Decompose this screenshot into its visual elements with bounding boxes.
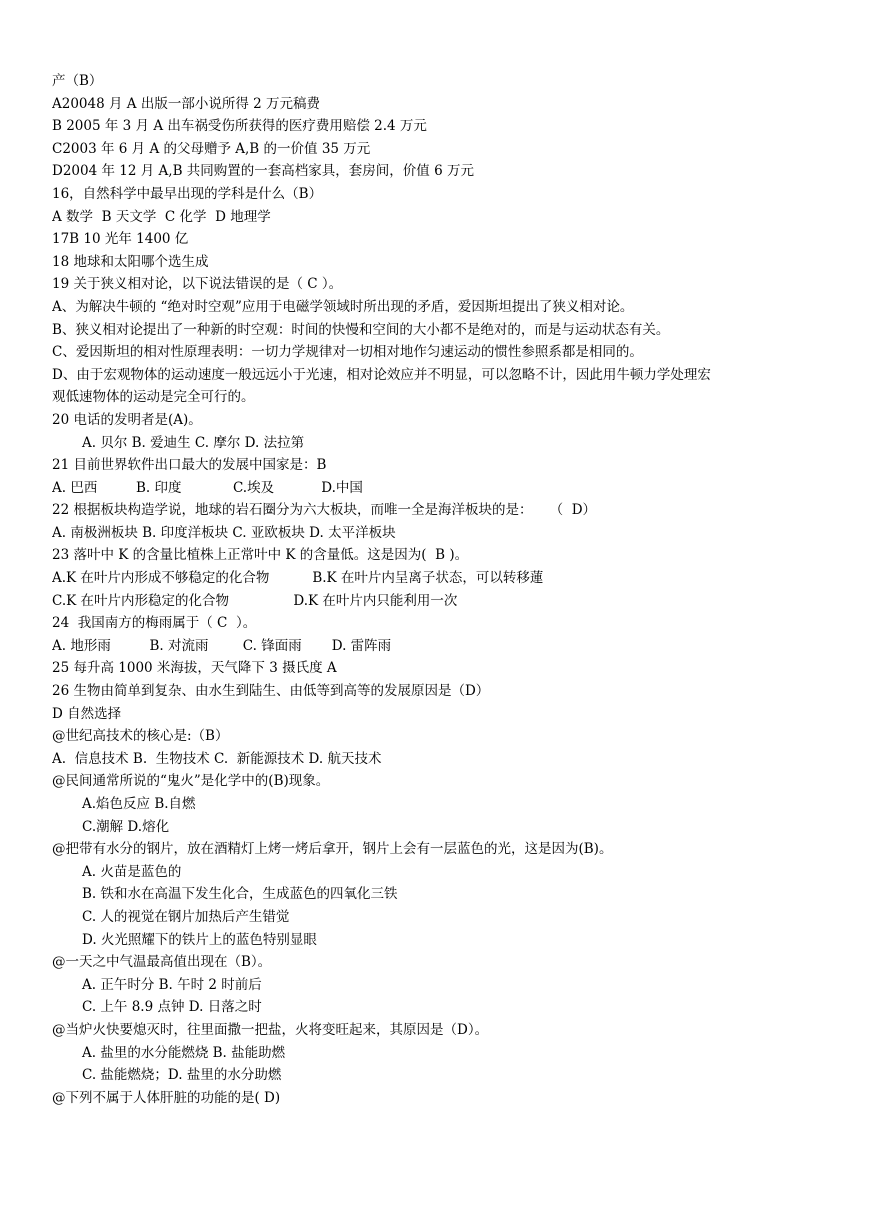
text-line: A. 贝尔 B. 爱迪生 C. 摩尔 D. 法拉第 <box>82 434 305 451</box>
text-line: D 自然选择 <box>52 705 122 722</box>
text-line: A 数学 B 天文学 C 化学 D 地理学 <box>52 208 271 225</box>
text-line: C.K 在叶片内形稳定的化合物 D.K 在叶片内只能利用一次 <box>52 592 458 609</box>
text-line: 26 生物由简单到复杂、由水生到陆生、由低等到高等的发展原因是（D） <box>52 683 490 700</box>
text-line: 20 电话的发明者是(A)。 <box>52 411 202 428</box>
text-line: C. 人的视觉在钢片加热后产生错觉 <box>82 908 290 925</box>
document-body <box>52 70 852 1109</box>
text-line: A. 地形雨 B. 对流雨 C. 锋面雨 D. 雷阵雨 <box>52 637 392 654</box>
text-line: 17B 10 光年 1400 亿 <box>52 231 189 248</box>
text-line: A.K 在叶片内形成不够稳定的化合物 B.K 在叶片内呈离子状态，可以转移蓮 <box>52 570 544 587</box>
text-line: C2003 年 6 月 A 的父母赠予 A,B 的一价值 35 万元 <box>52 140 371 157</box>
text-line: B、狭义相对论提出了一种新的时空观：时间的快慢和空间的大小都不是绝对的，而是与运动状态有关。 <box>52 321 670 338</box>
text-line: C. 上午 8.9 点钟 D. 日落之时 <box>82 999 262 1016</box>
text-line: @把带有水分的钢片，放在酒精灯上烤一烤后拿开，钢片上会有一层蓝色的光，这是因为(B)。 <box>52 841 613 858</box>
text-line: 产（B） <box>52 73 103 89</box>
text-line: 19 关于狭义相对论，以下说法错误的是（ C ）。 <box>52 276 343 293</box>
text-line: 24 我国南方的梅雨属于（ C ）。 <box>52 615 257 632</box>
text-line: A. 巴西 B. 印度 C.埃及 D.中国 <box>52 479 363 496</box>
text-line: D2004 年 12 月 A,B 共同购置的一套高档家具，套房间，价值 6 万元 <box>52 163 474 180</box>
text-line: B. 铁和水在高温下发生化合，生成蓝色的四氧化三铁 <box>82 886 398 903</box>
text-line: 22 根据板块构造学说，地球的岩石圈分为六大板块，而唯一全是海洋板块的是： （ D） <box>52 502 597 519</box>
text-line: @民间通常所说的“鬼火”是化学中的(B)现象。 <box>52 773 330 790</box>
text-line: A. 信息技术 B. 生物技术 C. 新能源技术 D. 航天技术 <box>52 750 382 767</box>
text-line: A20048 月 A 出版一部小说所得 2 万元稿费 <box>52 95 320 112</box>
text-line: B 2005 年 3 月 A 出车祸受伤所获得的医疗费用赔偿 2.4 万元 <box>52 118 427 135</box>
text-line: 16，自然科学中最早出现的学科是什么（B） <box>52 185 323 202</box>
text-line: @一天之中气温最高值出现在（B）。 <box>52 954 272 971</box>
text-line: A. 正午时分 B. 午时 2 时前后 <box>82 976 262 993</box>
text-line: A. 盐里的水分能燃烧 B. 盐能助燃 <box>82 1044 286 1061</box>
text-line: C. 盐能燃烧；D. 盐里的水分助燃 <box>82 1067 282 1084</box>
text-line: @当炉火快要熄灭时，往里面撒一把盐，火将变旺起来，其原因是（D）。 <box>52 1021 489 1038</box>
text-line: D、由于宏观物体的运动速度一般远远小于光速，相对论效应并不明显，可以忽略不计，因此用牛顿力学处理宏 <box>52 366 711 383</box>
text-line: A.焰色反应 B.自燃 <box>82 796 196 812</box>
text-line: C.潮解 D.熔化 <box>82 818 170 835</box>
text-line: A、为解决牛顿的 “绝对时空观”应用于电磁学领域时所出现的矛盾，爱因斯坦提出了狭义相对论。 <box>52 298 634 315</box>
text-line: 23 落叶中 K 的含量比植株上正常叶中 K 的含量低。这是因为( B )。 <box>52 547 469 564</box>
text-line: A. 南极洲板块 B. 印度洋板块 C. 亚欧板块 D. 太平洋板块 <box>52 524 396 541</box>
text-line: 21 目前世界软件出口最大的发展中国家是：B <box>52 457 327 474</box>
text-line: @下列不属于人体肝脏的功能的是( D) <box>52 1089 281 1106</box>
text-line: A. 火苗是蓝色的 <box>82 863 182 880</box>
text-line: 25 每升高 1000 米海拔，天气降下 3 摄氏度 A <box>52 660 337 677</box>
text-line: 观低速物体的运动是完全可行的。 <box>52 389 255 406</box>
text-line: D. 火光照耀下的铁片上的蓝色特别显眼 <box>82 931 317 948</box>
text-line: 18 地球和太阳哪个选生成 <box>52 253 209 270</box>
text-line: @世纪高技术的核心是:（B） <box>52 728 229 745</box>
text-line: C、爱因斯坦的相对性原理表明：一切力学规律对一切相对地作匀速运动的惯性参照系都是相同的。 <box>52 344 643 361</box>
